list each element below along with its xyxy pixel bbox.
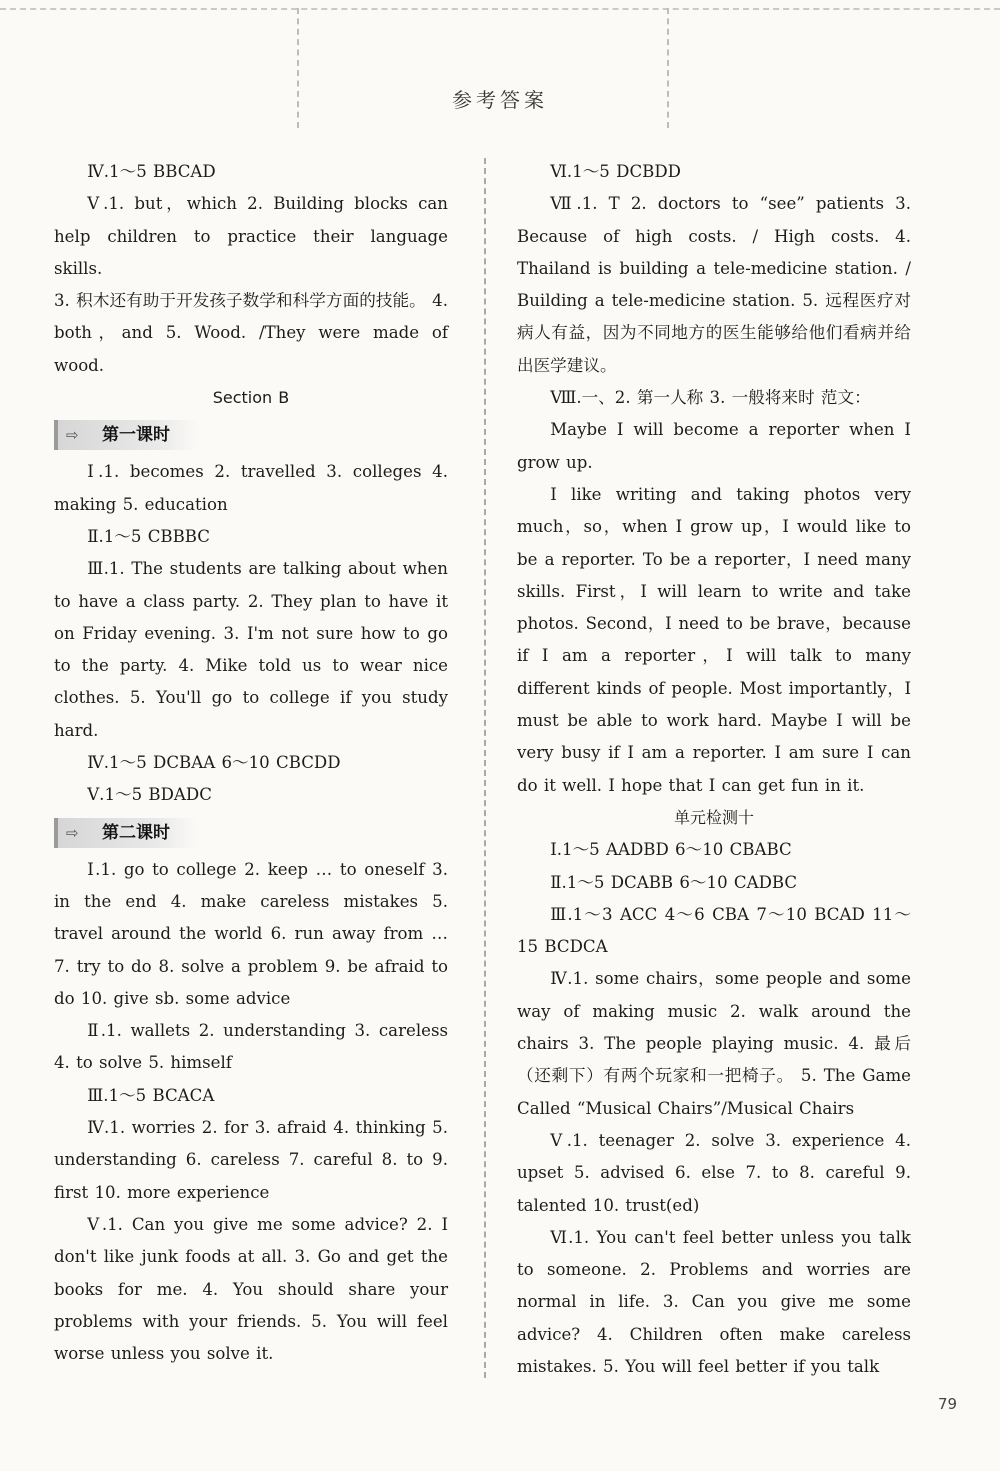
answer-paragraph: 3. 积木还有助于开发孩子数学和科学方面的技能。 4. both，and 5. Wood. /They were made of wood. — [54, 291, 448, 375]
page-number: 79 — [938, 1395, 958, 1413]
answer-paragraph: Maybe I will become a reporter when I grow up. — [517, 420, 911, 472]
lesson-heading — [54, 420, 198, 450]
answer-paragraph: Ⅳ.1. some chairs，some people and some way of making music 2. walk around the chairs 3. The people playing music. 4. 最后（还剩下）有两个玩家和一把椅子。 5. The Game Called “Musical Chairs”/Musical Chairs — [517, 969, 911, 1118]
answer-paragraph: Ⅴ.1. but，which 2. Building blocks can help children to practice their language skills. — [54, 194, 448, 278]
answer-paragraph: Ⅷ.一、2. 第一人称 3. 一般将来时 范文： — [550, 388, 871, 408]
top-dashed-border — [0, 8, 1000, 10]
answer-paragraph: Ⅰ.1. go to college 2. keep … to oneself 3. in the end 4. make careless mistakes 5. travel around the world 6. run away from … 7. try to do 8. solve a problem 9. be afraid to do 10. give sb. some advice — [54, 859, 448, 1008]
answer-paragraph: Ⅲ.1～3 ACC 4～6 CBA 7～10 BCAD 11～15 BCDCA — [517, 904, 911, 957]
answer-paragraph: Ⅵ.1. You can't feel better unless you talk to someone. 2. Problems and worries are normal in life. 3. Can you give me some advice? 4. Children often make careless mistakes. 5. You will feel better if you talk — [517, 1227, 911, 1376]
answer-paragraph: Ⅶ.1. T 2. doctors to “see” patients 3. Because of high costs. / High costs. 4. Thailand is building a tele-medicine station. / Building a tele-medicine station. 5. 远程医疗对病人有益，因为不同地方的医生能够给他们看病并给出医学建议。 — [517, 194, 911, 375]
column-divider — [484, 158, 486, 1378]
answer-paragraph: I like writing and taking photos very much，so，when I grow up，I would like to be a reporter. To be a reporter，I need many skills. First，I will learn to write and take photos. Second，I need to be brave，because if I am a reporter，I will talk to many different kinds of people. Most importantly，I must be able to work hard. Maybe I will be very busy if I am a reporter. I am sure I can do it well. I hope that I can get fun in it. — [517, 484, 911, 795]
arrow-right-icon: ⇨ — [66, 823, 79, 842]
answer-paragraph: Ⅲ.1. The students are talking about when to have a class party. 2. They plan to have it on Friday evening. 3. I'm not sure how to go to the party. 4. Mike told us to wear nice clothes. 5. You'll go to college if you study hard. — [54, 559, 448, 740]
answer-paragraph: Ⅳ.1. worries 2. for 3. afraid 4. thinking 5. understanding 6. careless 7. careful 8. to 9. first 10. more experience — [54, 1118, 448, 1202]
lesson-heading — [54, 818, 198, 848]
answer-paragraph: Ⅱ.1～5 CBBBC — [87, 526, 211, 546]
answer-paragraph: Ⅴ.1. Can you give me some advice? 2. I don't like junk foods at all. 3. Go and get the books for me. 4. You should share your problems with your friends. 5. You will feel worse unless you solve it. — [54, 1214, 448, 1364]
answer-paragraph: Ⅵ.1～5 DCBDD — [550, 162, 681, 181]
right-column — [517, 156, 911, 1383]
lesson-heading-label: 第二课时 — [102, 822, 170, 843]
section-heading: 单元检测十 — [673, 807, 754, 827]
arrow-right-icon: ⇨ — [66, 426, 79, 445]
answer-paragraph: Ⅱ.1～5 DCABB 6～10 CADBC — [550, 872, 798, 892]
answer-paragraph: Ⅴ.1～5 BDADC — [87, 785, 212, 805]
lesson-heading-label: 第一课时 — [102, 425, 170, 446]
answer-paragraph: Ⅴ.1. teenager 2. solve 3. experience 4. upset 5. advised 6. else 7. to 8. careful 9. talented 10. trust(ed) — [517, 1130, 911, 1215]
answer-paragraph: Ⅳ.1～5 DCBAA 6～10 CBCDD — [87, 753, 341, 773]
answer-paragraph: Ⅰ.1～5 AADBD 6～10 CBABC — [550, 840, 792, 860]
answer-paragraph: Ⅲ.1～5 BCACA — [87, 1085, 215, 1105]
answer-paragraph: Ⅱ.1. wallets 2. understanding 3. careless 4. to solve 5. himself — [54, 1021, 448, 1073]
left-column — [54, 156, 448, 1370]
answer-paragraph: Ⅳ.1～5 BBCAD — [87, 162, 216, 181]
section-heading: Section B — [212, 388, 290, 408]
page-header-title: 参考答案 — [452, 88, 548, 112]
answer-paragraph: Ⅰ.1. becomes 2. travelled 3. colleges 4. making 5. education — [54, 462, 448, 514]
